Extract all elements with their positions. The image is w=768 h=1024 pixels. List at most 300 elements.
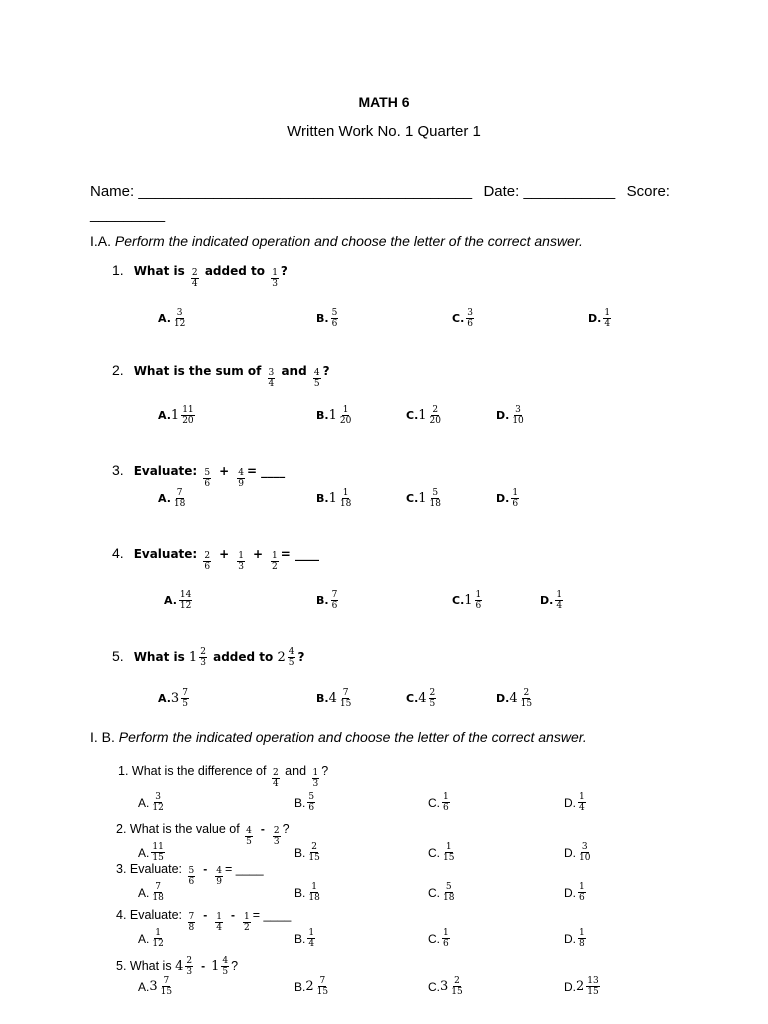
fraction [272,768,280,789]
numerator: 1 [243,912,250,922]
question-text: Evaluate: [133,547,202,561]
choice-letter: A. [158,409,171,422]
choice-letter: B. [294,931,306,946]
operand-1 [189,647,209,668]
choice-letter: B. [316,692,329,705]
operand-2 [235,468,247,489]
numerator: 1 [342,488,349,498]
denominator: 4 [272,779,279,789]
operand-1 [189,268,201,289]
operand-1 [186,912,198,933]
numerator: 1 [579,928,585,938]
operand-2 [269,268,281,289]
section-a-heading [90,233,583,249]
a-question-5-stem [112,647,304,668]
b-question-2-choice-a[interactable] [138,842,167,863]
fraction [429,488,442,509]
numerator: 1 [272,551,278,561]
fraction [316,976,329,997]
a-question-4-choice-d[interactable] [540,590,565,611]
numerator: 7 [155,882,161,892]
question-end: ? [231,959,239,973]
b-question-3-choice-b[interactable] [294,882,323,903]
date-field[interactable]: Date: ___________ [483,183,616,200]
whole-number: 1 [418,491,427,506]
numerator: 13 [587,976,599,986]
choice-letter: C. [406,492,419,505]
denominator: 15 [339,699,352,709]
question-end: = ____ [252,908,292,922]
numerator: 2 [273,826,280,836]
a-question-2-choice-a[interactable] [158,405,197,426]
b-question-4-choice-a[interactable] [138,928,167,949]
fraction [203,468,211,489]
denominator: 12 [173,319,186,329]
denominator: 4 [308,939,315,949]
a-question-1-choice-b[interactable] [316,308,340,329]
fraction [243,912,251,933]
numerator: 1 [308,928,315,938]
choice-value [418,405,444,426]
choice-letter: B. [294,845,306,860]
numerator: 1 [443,928,449,938]
denominator: 8 [579,939,585,949]
fraction [331,590,339,611]
whole-number: 3 [149,979,158,994]
a-question-4-choice-b[interactable] [316,590,340,611]
choice-value [305,976,331,997]
numerator: 7 [163,976,170,986]
denominator: 15 [160,987,173,997]
fraction [307,842,320,863]
numerator: 5 [432,488,439,498]
choice-value [553,590,565,611]
b-question-2-choice-b[interactable] [294,842,323,863]
choice-letter: A. [138,885,150,900]
choice-letter: C. [428,795,440,810]
numerator: 5 [445,882,452,892]
a-question-3-choice-d[interactable] [496,488,521,509]
fraction [312,768,320,789]
choice-letter: A. [158,492,171,505]
b-question-1-choice-a[interactable] [138,792,167,813]
denominator: 18 [173,499,186,509]
b-question-1-choice-c[interactable] [428,792,452,813]
numerator: 3 [268,368,275,378]
student-info-row [90,183,670,200]
numerator: 5 [308,792,315,802]
choice-value [149,976,175,997]
denominator: 5 [182,699,188,709]
numerator: 5 [188,866,195,876]
operand-2 [311,368,323,389]
b-question-5-choice-a[interactable] [138,976,175,997]
fraction [271,268,279,289]
denominator: 4 [216,923,222,933]
numerator: 3 [467,308,473,318]
choice-value [149,842,166,863]
b-question-3-choice-a[interactable] [138,882,167,903]
choice-value [464,308,476,329]
numerator: 7 [188,912,195,922]
page-title: MATH 6 [358,94,410,110]
question-text: What is [129,959,176,973]
numerator: 2 [523,688,530,698]
a-question-5-choice-b[interactable] [316,688,354,709]
question-text: added to [200,264,270,278]
b-question-3-choice-d[interactable] [564,882,588,903]
b-question-4-choice-c[interactable] [428,928,452,949]
denominator: 4 [191,279,198,289]
section-b-label: I. B. [90,729,115,745]
denominator: 6 [443,803,449,813]
fraction [475,590,483,611]
numerator: 7 [319,976,326,986]
fraction [586,976,599,997]
whole-number: 2 [305,979,314,994]
choice-letter: B. [316,312,329,325]
denominator: 9 [216,877,222,887]
whole-number: 3 [440,979,449,994]
numerator: 7 [176,488,183,498]
denominator: 3 [200,658,206,668]
question-number: 5. [112,648,124,664]
denominator: 20 [182,416,194,426]
operator: - [203,908,208,922]
a-question-1-choice-a[interactable] [158,308,188,329]
question-text: Evaluate: [129,862,186,876]
b-question-1-choice-b[interactable] [294,792,317,813]
choice-letter: C. [406,409,419,422]
whole-number: 2 [576,979,585,994]
choice-letter: A. [138,795,150,810]
denominator: 2 [243,923,250,933]
choice-value [329,488,355,509]
choice-value [440,928,452,949]
a-question-3-choice-b[interactable] [316,488,354,509]
question-end: ? [282,822,290,836]
numerator: 4 [288,647,295,657]
choice-value [305,882,322,903]
question-end: ? [322,364,330,378]
b-question-5-choice-c[interactable] [428,976,466,997]
denominator: 15 [152,853,164,863]
denominator: 4 [268,379,275,389]
a-question-4-choice-a[interactable] [164,590,194,611]
whole-number: 4 [175,959,184,974]
a-question-4-choice-c[interactable] [452,590,484,611]
numerator: 1 [512,488,519,498]
fraction [307,792,315,813]
fraction [173,488,186,509]
choice-letter: D. [496,492,510,505]
question-text: added to [208,650,278,664]
denominator: 6 [331,601,338,611]
question-number: 1. [118,764,132,778]
question-end: ? [321,764,329,778]
a-question-2-choice-b[interactable] [316,405,354,426]
question-end: = ____ [246,464,286,478]
choice-letter: A. [158,692,171,705]
denominator: 6 [204,479,211,489]
b-question-5-choice-d[interactable] [564,976,602,997]
fraction [268,368,276,389]
numerator: 2 [311,842,317,852]
choice-value [305,792,317,813]
denominator: 18 [339,499,352,509]
whole-number: 2 [277,650,286,665]
numerator: 5 [331,308,338,318]
whole-number: 1 [464,593,473,608]
b-question-2-choice-d[interactable] [564,842,593,863]
denominator: 10 [512,416,524,426]
a-question-5-choice-a[interactable] [158,688,191,709]
fraction [221,956,229,977]
numerator: 3 [515,405,521,415]
fraction [273,826,281,847]
fraction [578,792,586,813]
question-number: 4. [112,545,124,561]
a-question-5-choice-c[interactable] [406,688,438,709]
b-question-1-stem [118,764,328,789]
denominator: 6 [467,319,473,329]
fraction [307,882,320,903]
operand-2 [213,912,225,933]
choice-value [171,688,191,709]
numerator: 2 [454,976,460,986]
fraction [151,842,164,863]
fraction [237,551,245,572]
a-question-3-choice-a[interactable] [158,488,188,509]
fraction [160,976,173,997]
a-question-2-choice-c[interactable] [406,405,444,426]
choice-letter: B. [294,885,306,900]
operand-1 [175,956,195,977]
operand-2 [235,551,247,572]
numerator: 1 [579,882,585,892]
numerator: 1 [342,405,349,415]
numerator: 3 [176,308,183,318]
a-question-3-choice-c[interactable] [406,488,444,509]
question-text: What is the difference of [131,764,270,778]
numerator: 1 [579,792,585,802]
choice-value [509,405,526,426]
operator: - [203,862,208,876]
fraction [339,405,352,426]
operand-1 [201,551,213,572]
b-question-4-choice-d[interactable] [564,928,588,949]
question-number: 2. [116,822,130,836]
question-text: and [281,764,310,778]
choice-value [329,405,355,426]
b-question-3-choice-c[interactable] [428,882,457,903]
fraction [429,688,437,709]
fraction [271,551,279,572]
question-end: = ____ [224,862,264,876]
denominator: 6 [512,499,519,509]
choice-value [305,842,322,863]
fraction [191,268,199,289]
numerator: 5 [204,468,211,478]
operand-1 [201,468,213,489]
question-text: What is the sum of [133,364,266,378]
a-question-5-choice-d[interactable] [496,688,535,709]
choice-letter: D. [496,409,510,422]
denominator: 15 [587,987,599,997]
b-question-1-choice-d[interactable] [564,792,588,813]
choice-value [440,842,457,863]
numerator: 2 [432,405,439,415]
denominator: 3 [272,279,278,289]
denominator: 10 [579,853,591,863]
denominator: 18 [152,893,164,903]
choice-letter: D. [588,312,602,325]
operand-2 [277,647,297,668]
a-question-2-choice-d[interactable] [496,405,527,426]
denominator: 20 [429,416,441,426]
numerator: 7 [342,688,349,698]
fraction [511,488,519,509]
section-b-instruction: Perform the indicated operation and choose the letter of the correct answer. [118,729,587,745]
denominator: 5 [288,658,295,668]
choice-letter: C. [428,845,440,860]
numerator: 1 [272,268,278,278]
choice-value [149,928,166,949]
section-a-label: I.A. [90,233,112,249]
name-field[interactable]: Name: ________________________________________ [90,183,473,200]
denominator: 3 [186,967,193,977]
choice-letter: A. [158,312,171,325]
fraction [429,405,442,426]
denominator: 6 [308,803,315,813]
numerator: 1 [312,768,319,778]
operand-2 [310,768,322,789]
operand-1 [266,368,278,389]
denominator: 18 [429,499,441,509]
fraction [188,912,196,933]
fraction [313,368,321,389]
question-text: What is [133,264,189,278]
choice-letter: C. [428,931,440,946]
question-number: 4. [116,908,130,922]
choice-letter: A. [164,594,177,607]
denominator: 3 [312,779,319,789]
numerator: 11 [182,405,194,415]
fraction [603,308,611,329]
question-end: ? [297,650,305,664]
a-question-1-choice-c[interactable] [452,308,476,329]
question-number: 2. [112,362,124,378]
denominator: 4 [556,601,563,611]
question-number: 3. [116,862,130,876]
choice-value [329,688,355,709]
operand-3 [241,912,253,933]
b-question-2-choice-c[interactable] [428,842,457,863]
choice-value [576,792,588,813]
score-field[interactable]: _________ [90,206,166,223]
operand-1 [270,768,282,789]
choice-letter: D. [564,979,576,994]
choice-letter: B. [316,409,329,422]
numerator: 1 [443,792,449,802]
b-question-5-choice-b[interactable] [294,976,331,997]
choice-letter: C. [452,594,465,607]
b-question-5-stem [116,956,238,977]
numerator: 1 [311,882,317,892]
a-question-4-stem [112,545,319,572]
numerator: 7 [331,590,338,600]
operand-3 [269,551,281,572]
numerator: 3 [581,842,588,852]
fraction [578,842,591,863]
fraction [215,912,223,933]
denominator: 15 [308,853,320,863]
denominator: 5 [429,699,436,709]
denominator: 3 [238,562,244,572]
fraction [237,468,245,489]
whole-number: 1 [328,408,337,423]
fraction [511,405,524,426]
numerator: 1 [155,928,161,938]
denominator: 4 [579,803,585,813]
whole-number: 3 [170,691,180,706]
choice-letter: D. [564,795,576,810]
numerator: 3 [155,792,161,802]
denominator: 6 [331,319,338,329]
section-a-instruction: Perform the indicated operation and choose the letter of the correct answer. [114,233,583,249]
operand-2 [211,956,231,977]
question-text: Evaluate: [133,464,202,478]
choice-value [509,488,521,509]
choice-letter: D. [564,885,576,900]
whole-number: 4 [418,691,427,706]
whole-number: 1 [170,408,180,423]
page-subtitle: Written Work No. 1 Quarter 1 [287,123,481,140]
denominator: 2 [272,562,278,572]
fraction [520,688,533,709]
denominator: 18 [308,893,320,903]
choice-letter: B. [294,795,306,810]
a-question-1-choice-d[interactable] [588,308,613,329]
numerator: 14 [179,590,192,600]
choice-value [171,488,188,509]
numerator: 2 [204,551,211,561]
denominator: 12 [179,601,192,611]
choice-value [601,308,613,329]
choice-value [509,688,535,709]
question-number: 1. [112,262,124,278]
choice-value [149,792,166,813]
question-text: What is [133,650,189,664]
choice-value [171,405,197,426]
fraction [339,488,352,509]
b-question-4-choice-b[interactable] [294,928,317,949]
numerator: 1 [238,551,244,561]
denominator: 5 [246,837,252,847]
a-question-1-stem [112,262,288,289]
question-end: = ____ [280,547,319,561]
choice-value [177,590,194,611]
choice-letter: C. [428,885,440,900]
fraction [151,792,164,813]
choice-value [576,976,602,997]
choice-letter: A. [138,845,150,860]
question-number: 3. [112,462,124,478]
choice-value [418,488,444,509]
choice-value [464,590,484,611]
numerator: 7 [182,688,188,698]
choice-letter: C. [428,979,440,994]
